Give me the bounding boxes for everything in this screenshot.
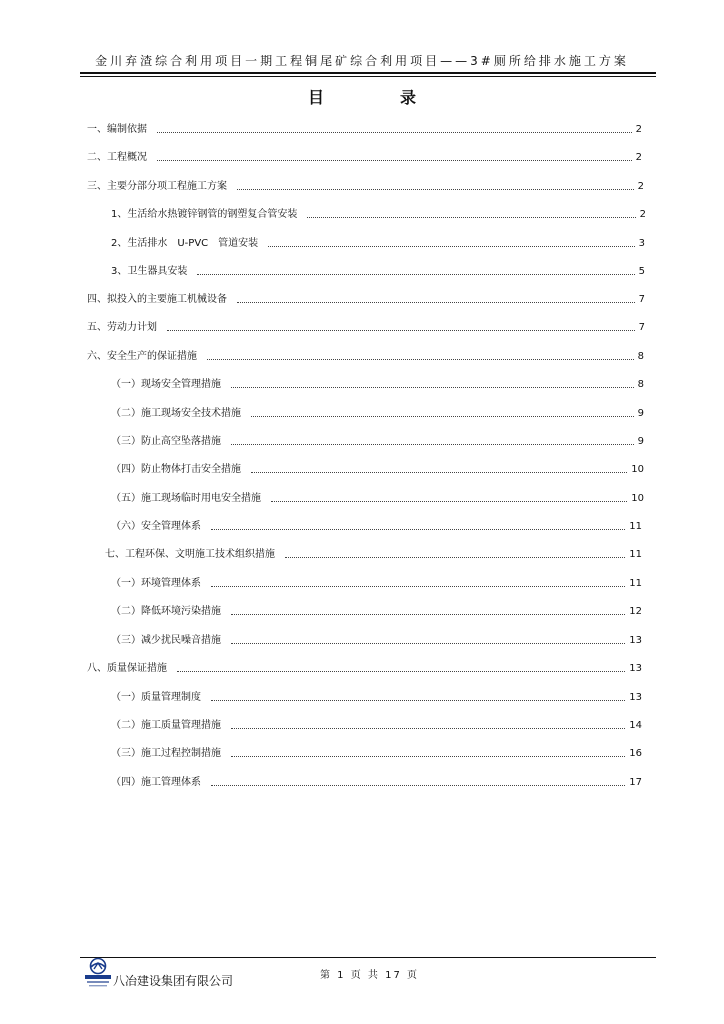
toc-leader (231, 614, 625, 615)
toc-entry-page: 14 (629, 720, 642, 731)
toc-leader (177, 671, 625, 672)
toc-entry-label: （四）施工管理体系 (111, 777, 201, 788)
footer-rule (80, 957, 656, 958)
toc-leader (268, 246, 634, 247)
toc-entry[interactable] (105, 545, 642, 561)
toc-leader (211, 785, 625, 786)
toc-entry-label: （四）防止物体打击安全措施 (111, 464, 241, 475)
toc-entry-page: 2 (637, 181, 644, 192)
toc-leader (157, 160, 632, 161)
toc-entry-page: 13 (629, 692, 642, 703)
toc-leader (251, 472, 627, 473)
toc-entry-page: 7 (638, 322, 645, 333)
toc-leader (307, 217, 635, 218)
toc-entry[interactable] (111, 744, 642, 760)
toc-entry-page: 11 (629, 521, 642, 532)
toc-entry-label: 1、生活给水热镀锌钢管的钢塑复合管安装 (111, 209, 298, 220)
toc-entry[interactable] (111, 574, 642, 590)
toc-entry-label: 2、生活排水 U-PVC 管道安装 (111, 238, 259, 249)
toc-entry-page: 8 (637, 351, 644, 362)
toc-entry-label: （二）降低环境污染措施 (111, 606, 221, 617)
toc-entry-page: 10 (631, 493, 644, 504)
toc-heading: 目 录 (307, 88, 446, 107)
toc-entry[interactable] (87, 177, 644, 193)
toc-entry[interactable] (87, 120, 642, 136)
toc-entry-label: （三）防止高空坠落措施 (111, 436, 221, 447)
footer-company-name: 八冶建设集团有限公司 (113, 974, 234, 988)
toc-leader (211, 529, 625, 530)
toc-leader (251, 416, 634, 417)
toc-entry-page: 12 (629, 606, 642, 617)
toc-leader (167, 330, 635, 331)
toc-leader (157, 132, 632, 133)
toc-leader (197, 274, 634, 275)
toc-leader (207, 359, 634, 360)
toc-leader (237, 302, 635, 303)
toc-entry-label: 七、工程环保、文明施工技术组织措施 (105, 549, 275, 560)
toc-leader (231, 756, 625, 757)
toc-entry[interactable] (87, 659, 642, 675)
toc-entry-page: 11 (629, 549, 642, 560)
toc-entry-page: 16 (629, 748, 642, 759)
toc-entry-page: 3 (638, 238, 645, 249)
toc-entry-page: 2 (635, 152, 642, 163)
toc-entry[interactable] (87, 290, 645, 306)
company-logo-icon (82, 956, 114, 990)
footer-pagination: 第 1 页 共 17 页 (320, 970, 419, 981)
toc-entry[interactable] (111, 205, 646, 221)
toc-entry-page: 7 (638, 294, 645, 305)
toc-entry-label: （一）环境管理体系 (111, 578, 201, 589)
toc-entry-label: （二）施工质量管理措施 (111, 720, 221, 731)
running-header-title: 金川弃渣综合利用项目一期工程铜尾矿综合利用项目——3#厕所给排水施工方案 (95, 54, 629, 68)
toc-entry[interactable] (111, 688, 642, 704)
toc-entry-page: 8 (637, 379, 644, 390)
toc-leader (285, 557, 625, 558)
toc-leader (231, 387, 634, 388)
toc-entry[interactable] (111, 489, 644, 505)
toc-entry-label: （一）质量管理制度 (111, 692, 201, 703)
toc-entry-label: （六）安全管理体系 (111, 521, 201, 532)
toc-leader (231, 728, 625, 729)
toc-entry-page: 5 (638, 266, 645, 277)
toc-entry-page: 9 (637, 436, 644, 447)
toc-entry[interactable] (111, 460, 644, 476)
toc-leader (271, 501, 627, 502)
toc-leader (231, 444, 634, 445)
toc-entry[interactable] (111, 716, 642, 732)
toc-entry[interactable] (111, 631, 642, 647)
toc-entry[interactable] (87, 347, 644, 363)
toc-leader (211, 586, 625, 587)
toc-entry-page: 2 (639, 209, 646, 220)
toc-entry-page: 13 (629, 635, 642, 646)
toc-entry-page: 2 (635, 124, 642, 135)
toc-entry[interactable] (111, 602, 642, 618)
toc-entry[interactable] (111, 404, 644, 420)
toc-entry-label: 三、主要分部分项工程施工方案 (87, 181, 227, 192)
toc-entry[interactable] (111, 375, 644, 391)
toc-entry-label: （三）减少扰民噪音措施 (111, 635, 221, 646)
toc-entry-label: （二）施工现场安全技术措施 (111, 408, 241, 419)
header-rule-thin (80, 76, 656, 77)
toc-entry-label: （三）施工过程控制措施 (111, 748, 221, 759)
toc-entry-label: （五）施工现场临时用电安全措施 (111, 493, 261, 504)
toc-entry-label: 八、质量保证措施 (87, 663, 167, 674)
toc-entry[interactable] (87, 318, 645, 334)
toc-entry[interactable] (111, 773, 642, 789)
toc-entry-label: 五、劳动力计划 (87, 322, 157, 333)
toc-entry[interactable] (111, 262, 645, 278)
toc-entry-page: 9 (637, 408, 644, 419)
toc-entry-label: 3、卫生器具安装 (111, 266, 188, 277)
toc-leader (231, 643, 625, 644)
toc-entry[interactable] (87, 148, 642, 164)
toc-entry[interactable] (111, 234, 645, 250)
toc-leader (211, 700, 625, 701)
toc-leader (237, 189, 634, 190)
toc-entry-page: 13 (629, 663, 642, 674)
toc-entry-page: 17 (629, 777, 642, 788)
toc-entry-label: 四、拟投入的主要施工机械设备 (87, 294, 227, 305)
header-rule (80, 72, 656, 74)
toc-entry-page: 11 (629, 578, 642, 589)
toc-entry-label: （一）现场安全管理措施 (111, 379, 221, 390)
toc-entry-page: 10 (631, 464, 644, 475)
toc-entry[interactable] (111, 517, 642, 533)
toc-entry-label: 一、编制依据 (87, 124, 147, 135)
toc-entry-label: 六、安全生产的保证措施 (87, 351, 197, 362)
toc-entry-label: 二、工程概况 (87, 152, 147, 163)
toc-entry[interactable] (111, 432, 644, 448)
